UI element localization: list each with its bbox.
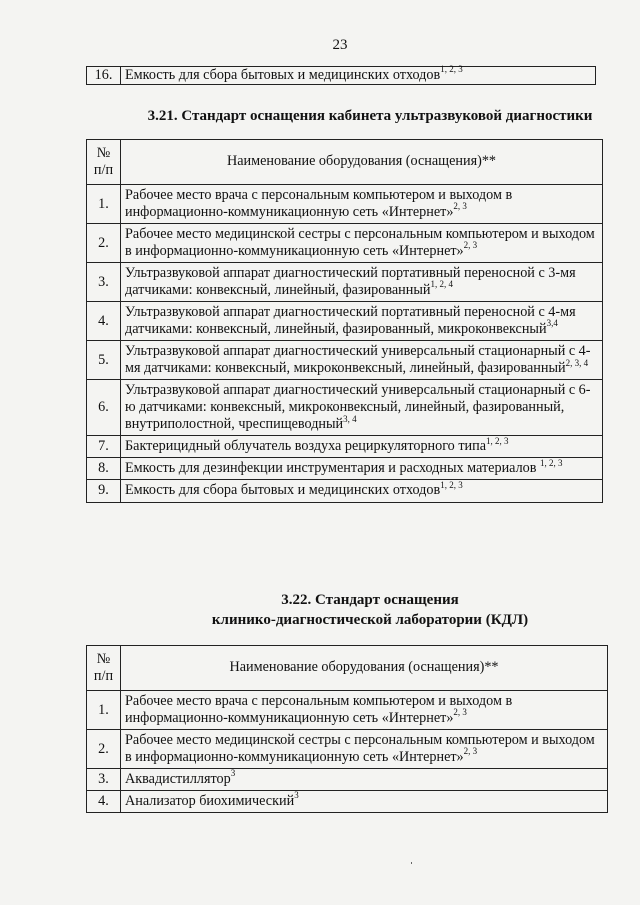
equipment-name [121,730,608,769]
header-num [87,646,121,691]
equipment-name-text: Рабочее место медицинской сестры с персональным компьютером и выходом в информационно-коммуникационную сеть «Интернет» [125,226,595,260]
section-3-22-title [0,590,640,630]
lab-equipment-table [86,645,608,813]
footnote-reference: 2, 3 [463,746,478,757]
equipment-name [121,263,603,302]
table-row [87,730,608,769]
footnote-reference: 3,4 [546,318,558,329]
header-name [121,646,608,691]
header-name-text: Наименование оборудования (оснащения)** [229,659,499,676]
row-number: 6. [87,380,121,436]
carryover-table [86,66,596,85]
row-number: 7. [87,436,121,458]
equipment-name-text: Ультразвуковой аппарат диагностический универсальный стационарный с 6-ю датчиками: конвексный, микроконвексный, линейный, фазированный, внутриполостной, чреспищеводный [125,382,591,433]
carryover-table-body [87,64,596,85]
table-row [87,185,603,224]
equipment-name [121,769,608,791]
table-row [87,458,603,480]
table-row [87,263,603,302]
table-row [87,769,608,791]
equipment-name-text: Ультразвуковой аппарат диагностический портативный переносной с 4-мя датчиками: конвексный, линейный, фазированный, микроконвексный [125,304,576,338]
equipment-name [121,224,603,263]
equipment-name [121,302,603,341]
equipment-name [121,791,608,813]
footnote-reference: 1, 2, 3 [486,435,509,446]
equipment-name-text: Емкость для сбора бытовых и медицинских отходов [125,67,441,83]
footnote-reference: 2, 3 [463,240,478,251]
section-3-21-title-text: 3.21. Стандарт оснащения кабинета ультразвуковой диагностики [147,108,593,124]
row-number: 4. [87,791,121,813]
table-row [87,224,603,263]
equipment-name [121,380,603,436]
equipment-name-text: Рабочее место медицинской сестры с персональным компьютером и выходом в информационно-коммуникационную сеть «Интернет» [125,732,595,766]
footnote-reference: 2, 3 [453,707,467,718]
equipment-name-text: Аквадистиллятор [125,771,231,788]
equipment-name-text: Рабочее место врача с персональным компьютером и выходом в информационно-коммуникационную сеть «Интернет» [125,693,513,727]
row-number: 4. [87,302,121,341]
table-row [87,436,603,458]
row-number: 3. [87,263,121,302]
equipment-name-text: Емкость для дезинфекции инструментария и расходных материалов [125,460,540,477]
equipment-name-text: Рабочее место врача с персональным компьютером и выходом в информационно-коммуникационную сеть «Интернет» [125,187,513,221]
header-num-text: № п/п [93,650,114,684]
table-row [87,791,608,813]
equipment-name [121,341,603,380]
row-number: 2. [87,730,121,769]
row-number: 2. [87,224,121,263]
equipment-name [121,691,608,730]
table-row [87,302,603,341]
equipment-name-text: Ультразвуковой аппарат диагностический универсальный стационарный с 4-мя датчиками: конвексный, микроконвексный, линейный, фазированный [125,343,591,377]
equipment-name-text: Емкость для сбора бытовых и медицинских отходов [125,482,441,499]
header-num [87,140,121,185]
equipment-name [121,458,603,480]
header-name [121,140,603,185]
equipment-name [121,480,603,502]
table-row [87,380,603,436]
row-number: 1. [87,185,121,224]
table-row [87,691,608,730]
footnote-reference: 1, 2, 3 [540,457,563,468]
footnote-reference: 3 [230,768,236,779]
section-3-22-title-line1: 3.22. Стандарт оснащения [281,592,459,608]
footnote-reference: 2, 3 [453,201,467,212]
equipment-name-text: Ультразвуковой аппарат диагностический портативный переносной с 3-мя датчиками: конвексный, линейный, фазированный [125,265,576,299]
table-row [87,480,603,502]
footnote-reference: 3, 4 [343,413,357,424]
row-number: 5. [87,341,121,380]
section-3-22-title-line2: клинико-диагностической лаборатории (КДЛ) [211,612,529,628]
scan-mark [411,862,412,864]
header-num-text: № п/п [93,144,114,178]
row-number: 3. [87,769,121,791]
table-row [87,341,603,380]
footnote-reference: 2, 3, 4 [565,357,589,368]
section-3-21-title [0,106,640,126]
ultrasound-table-body [87,185,603,503]
equipment-name [121,64,596,85]
equipment-name-text: Анализатор биохимический [125,793,295,810]
header-name-text: Наименование оборудования (оснащения)** [226,153,497,170]
row-number: 1. [87,691,121,730]
page-number: 23 [332,37,348,53]
row-number: 9. [87,480,121,502]
footnote-reference: 1, 2, 3 [440,479,463,490]
footnote-reference: 3 [294,790,299,801]
row-number: 16. [87,67,121,85]
lab-table-body [87,691,608,813]
table-header-row [87,140,603,185]
ultrasound-equipment-table [86,139,603,503]
row-number: 8. [87,458,121,480]
footnote-reference: 1, 2, 3 [440,64,463,75]
equipment-name-text: Бактерицидный облучатель воздуха рециркуляторного типа [125,438,487,455]
table-header-row [87,646,608,691]
equipment-name [121,185,603,224]
equipment-name [121,436,603,458]
table-row [87,67,596,85]
footnote-reference: 1, 2, 4 [430,279,453,290]
